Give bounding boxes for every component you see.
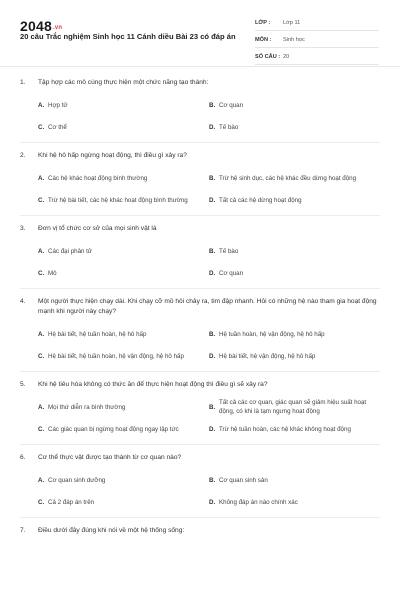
option-letter: C. bbox=[38, 425, 45, 433]
question bbox=[20, 526, 380, 536]
option-letter: D. bbox=[209, 352, 216, 360]
meta-info bbox=[255, 16, 379, 67]
option-text: Tế bào bbox=[219, 123, 239, 131]
question-body: Tập hợp các mô cùng thực hiện một chức năng tạo thành: bbox=[38, 79, 209, 86]
meta-label: LỚP : bbox=[255, 20, 271, 26]
answer-option[interactable] bbox=[38, 167, 209, 189]
answer-option[interactable] bbox=[209, 491, 380, 513]
question-divider bbox=[20, 444, 380, 445]
meta-value: Sinh học bbox=[283, 37, 305, 43]
answer-option[interactable] bbox=[209, 94, 380, 116]
option-text: Cơ quan sinh sản bbox=[219, 476, 268, 484]
question-body: Một người thực hiện chạy dài. Khi chạy cỡ mồ hôi chảy ra, tim đập nhanh. Hỏi có những hệ nào tham gia hoạt động mạnh khi người này chạy? bbox=[38, 298, 377, 315]
option-text: Hệ tuần hoàn, hệ vận động, hệ hô hấp bbox=[219, 330, 325, 338]
option-letter: A. bbox=[38, 476, 45, 484]
question-number: 6. bbox=[20, 454, 26, 461]
meta-row bbox=[255, 50, 379, 65]
answer-option[interactable] bbox=[209, 116, 380, 138]
option-text: Không đáp án nào chính xác bbox=[219, 498, 298, 506]
question-number: 1. bbox=[20, 79, 26, 86]
answer-option[interactable] bbox=[209, 418, 380, 440]
option-letter: D. bbox=[209, 425, 216, 433]
option-text: Hợp tử bbox=[48, 101, 68, 109]
option-letter: B. bbox=[209, 174, 216, 182]
question-number: 4. bbox=[20, 298, 26, 305]
option-letter: D. bbox=[209, 196, 216, 204]
answer-options bbox=[38, 396, 380, 440]
question-body: Đơn vị tổ chức cơ sở của mọi sinh vật là bbox=[38, 225, 157, 232]
question-body: Khi hệ hô hấp ngừng hoạt động, thì điều gì xảy ra? bbox=[38, 152, 187, 159]
option-letter: B. bbox=[209, 476, 216, 484]
meta-value: 20 bbox=[283, 54, 290, 60]
option-text: Mọi thứ diễn ra bình thường bbox=[48, 403, 126, 411]
option-letter: A. bbox=[38, 174, 45, 182]
option-letter: B. bbox=[209, 247, 216, 255]
option-text: Tế bào bbox=[219, 247, 239, 255]
question-number: 3. bbox=[20, 225, 26, 232]
answer-option[interactable] bbox=[38, 323, 209, 345]
question-text bbox=[20, 224, 380, 234]
question-divider bbox=[20, 288, 380, 289]
meta-row bbox=[255, 16, 379, 31]
answer-option[interactable] bbox=[209, 167, 380, 189]
question-number: 5. bbox=[20, 381, 26, 388]
answer-option[interactable] bbox=[38, 396, 209, 418]
answer-option[interactable] bbox=[38, 469, 209, 491]
answer-option[interactable] bbox=[38, 94, 209, 116]
question-list bbox=[20, 78, 380, 544]
meta-label: SỐ CÂU : bbox=[255, 54, 281, 60]
option-text: Trừ hệ sinh dục, các hệ khác đều dừng hoạt động bbox=[219, 174, 357, 182]
answer-option[interactable] bbox=[38, 189, 209, 211]
meta-value: Lớp 11 bbox=[283, 20, 301, 26]
question-text bbox=[20, 78, 380, 88]
meta-row bbox=[255, 33, 379, 48]
question-divider bbox=[20, 215, 380, 216]
answer-option[interactable] bbox=[209, 396, 380, 418]
option-text: Trừ hệ tuần hoàn, các hệ khác không hoạt động bbox=[219, 425, 351, 433]
answer-option[interactable] bbox=[209, 262, 380, 284]
option-letter: C. bbox=[38, 123, 45, 131]
option-letter: C. bbox=[38, 498, 45, 506]
option-letter: C. bbox=[38, 196, 45, 204]
answer-options bbox=[38, 94, 380, 138]
question bbox=[20, 453, 380, 518]
answer-option[interactable] bbox=[209, 323, 380, 345]
option-letter: A. bbox=[38, 330, 45, 338]
question-divider bbox=[20, 142, 380, 143]
question-text bbox=[20, 151, 380, 161]
answer-option[interactable] bbox=[38, 116, 209, 138]
question-text bbox=[20, 297, 380, 317]
option-text: Hệ bài tiết, hệ tuần hoàn, hệ vận động, hệ hô hấp bbox=[48, 352, 184, 360]
answer-option[interactable] bbox=[209, 469, 380, 491]
option-text: Hệ bài tiết, hệ tuần hoàn, hệ hô hấp bbox=[48, 330, 147, 338]
option-letter: A. bbox=[38, 403, 45, 411]
question bbox=[20, 297, 380, 372]
option-text: Cơ thể bbox=[48, 123, 67, 131]
answer-option[interactable] bbox=[38, 345, 209, 367]
option-letter: C. bbox=[38, 352, 45, 360]
logo-text: 2048 bbox=[20, 18, 52, 34]
answer-option[interactable] bbox=[209, 345, 380, 367]
question-body: Khi hệ tiêu hóa không có thức ăn để thực hiện hoạt động thì điều gì sẽ xảy ra? bbox=[38, 381, 268, 388]
answer-option[interactable] bbox=[209, 240, 380, 262]
option-letter: A. bbox=[38, 247, 45, 255]
option-text: Các giác quan bị ngừng hoạt động ngay lập tức bbox=[48, 425, 179, 433]
option-letter: D. bbox=[209, 498, 216, 506]
question-text bbox=[20, 453, 380, 463]
option-text: Cơ quan sinh dưỡng bbox=[48, 476, 106, 484]
answer-option[interactable] bbox=[38, 491, 209, 513]
option-text: Trừ hệ bài tiết, các hệ khác hoạt động bình thường bbox=[48, 196, 188, 204]
option-text: Các hệ khác hoạt động bình thường bbox=[48, 174, 148, 182]
question bbox=[20, 224, 380, 289]
page-title: 20 câu Trắc nghiệm Sinh học 11 Cánh diều Bài 23 có đáp án bbox=[20, 32, 236, 41]
option-letter: A. bbox=[38, 101, 45, 109]
header bbox=[0, 0, 400, 66]
question bbox=[20, 380, 380, 445]
option-letter: B. bbox=[209, 403, 216, 411]
option-letter: B. bbox=[209, 101, 216, 109]
meta-label: MÔN : bbox=[255, 37, 272, 43]
logo-suffix: .vn bbox=[52, 25, 63, 31]
answer-option[interactable] bbox=[38, 418, 209, 440]
answer-option[interactable] bbox=[38, 262, 209, 284]
option-text: Hệ bài tiết, hệ vận động, hệ hô hấp bbox=[219, 352, 316, 360]
option-text: Tất cả các cơ quan, giác quan sẽ giảm hiệu suất hoạt động, có khi là tạm ngưng hoạt động bbox=[219, 399, 367, 415]
header-divider bbox=[0, 66, 400, 67]
option-letter: D. bbox=[209, 123, 216, 131]
question-number: 7. bbox=[20, 527, 26, 534]
answer-options bbox=[38, 469, 380, 513]
question-body: Cơ thể thực vật được tạo thành từ cơ quan nào? bbox=[38, 454, 182, 461]
question-number: 2. bbox=[20, 152, 26, 159]
question bbox=[20, 78, 380, 143]
question-divider bbox=[20, 371, 380, 372]
option-text: Cơ quan bbox=[219, 101, 244, 109]
answer-option[interactable] bbox=[38, 240, 209, 262]
option-letter: D. bbox=[209, 269, 216, 277]
option-text: Mô bbox=[48, 269, 57, 277]
question-body: Điều dưới đây đúng khi nói về một hệ thống sống: bbox=[38, 527, 185, 534]
option-text: Cơ quan bbox=[219, 269, 244, 277]
answer-options bbox=[38, 323, 380, 367]
answer-options bbox=[38, 240, 380, 284]
answer-options bbox=[38, 167, 380, 211]
option-letter: C. bbox=[38, 269, 45, 277]
question bbox=[20, 151, 380, 216]
question-divider bbox=[20, 517, 380, 518]
answer-option[interactable] bbox=[209, 189, 380, 211]
question-text bbox=[20, 380, 380, 390]
option-letter: B. bbox=[209, 330, 216, 338]
question-text bbox=[20, 526, 380, 536]
option-text: Các đại phân tử bbox=[48, 247, 93, 255]
option-text: Tất cả các hệ dừng hoạt động bbox=[219, 196, 302, 204]
option-text: Cả 2 đáp án trên bbox=[48, 498, 95, 506]
